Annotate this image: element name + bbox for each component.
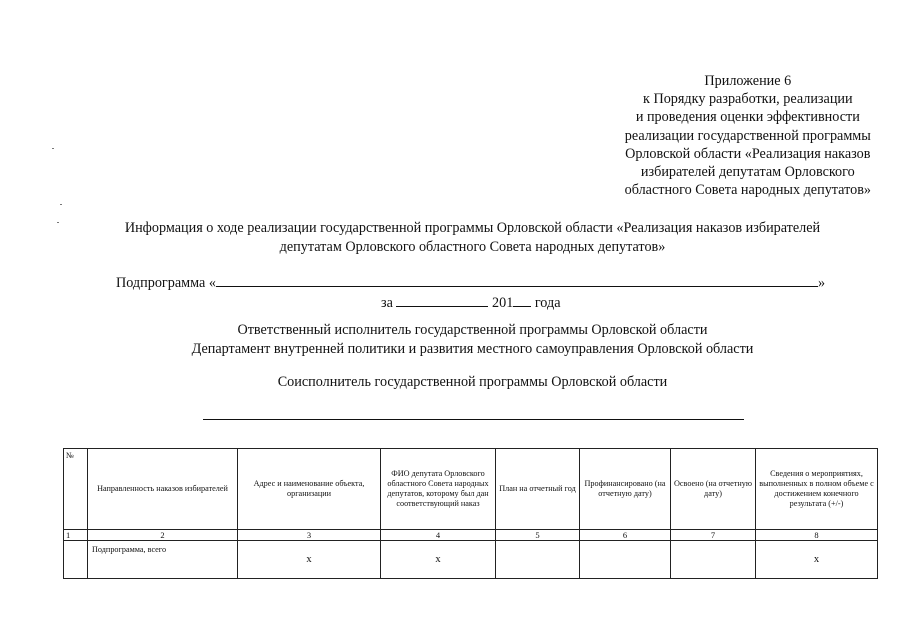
- appendix-line: Орловской области «Реализация наказов: [625, 145, 871, 162]
- table-cell: [64, 541, 88, 579]
- header-plan: План на отчетный год: [496, 449, 580, 530]
- header-number: №: [64, 449, 88, 530]
- index-cell: 1: [64, 530, 88, 541]
- period-year-blank: [513, 293, 531, 307]
- subprogram-suffix: »: [817, 275, 826, 291]
- header-address: Адрес и наименование объекта, организации: [238, 449, 381, 530]
- appendix-line: и проведения оценки эффективности: [635, 109, 860, 126]
- table-header-row: [64, 449, 878, 530]
- table-index-row: [64, 530, 878, 541]
- header-deputy: ФИО депутата Орловского областного Совета народных депутатов, которому был дан соответствующий наказ: [381, 449, 496, 530]
- period-blank: [396, 293, 488, 307]
- subprogram-blank: [216, 273, 818, 287]
- header-results: Сведения о мероприятиях, выполненных в полном объеме с достижением конечного результата (+/-): [756, 449, 878, 530]
- coexecutor-blank: [203, 419, 744, 420]
- index-cell: 3: [238, 530, 381, 541]
- appendix-line: к Порядку разработки, реализации: [643, 91, 853, 108]
- table-cell: [671, 541, 756, 579]
- index-cell: 6: [580, 530, 671, 541]
- appendix-line: реализации государственной программы: [624, 127, 871, 144]
- responsible-executor-label: Ответственный исполнитель государственной программы Орловской области: [237, 322, 708, 338]
- document-title-line-1: Информация о ходе реализации государственной программы Орловской области «Реализация наказов избирателей: [124, 220, 821, 236]
- responsible-executor: [0, 321, 905, 358]
- table-cell: [496, 541, 580, 579]
- table-cell-subprogram-total: Подпрограмма, всего: [88, 541, 238, 579]
- scan-speck: [52, 148, 54, 149]
- appendix-line: избирателей депутатам Орловского: [640, 164, 855, 181]
- appendix-line: областного Совета народных депутатов»: [624, 182, 871, 199]
- period-field: [381, 293, 561, 312]
- scan-speck: [60, 204, 62, 205]
- index-cell: 5: [496, 530, 580, 541]
- subprogram-prefix: Подпрограмма «: [116, 275, 216, 291]
- subprogram-field: [116, 273, 825, 292]
- table-row: [64, 541, 878, 579]
- header-financed: Профинансировано (на отчетную дату): [580, 449, 671, 530]
- index-cell: 7: [671, 530, 756, 541]
- responsible-executor-name: Департамент внутренней политики и развития местного самоуправления Орловской области: [191, 340, 754, 357]
- table-cell: х: [756, 541, 878, 579]
- document-title: [0, 219, 905, 256]
- appendix-header: [625, 72, 871, 199]
- period-prefix: за: [381, 295, 393, 311]
- index-cell: 2: [88, 530, 238, 541]
- header-spent: Освоено (на отчетную дату): [671, 449, 756, 530]
- index-cell: 8: [756, 530, 878, 541]
- period-year-prefix: 201: [492, 295, 514, 311]
- coexecutor-label: Соисполнитель государственной программы Орловской области: [277, 374, 668, 390]
- table-cell: х: [238, 541, 381, 579]
- report-table: [63, 448, 878, 579]
- document-title-line-2: депутатам Орловского областного Совета народных депутатов»: [279, 238, 666, 255]
- index-cell: 4: [381, 530, 496, 541]
- table-cell: х: [381, 541, 496, 579]
- appendix-line: Приложение 6: [704, 73, 792, 89]
- header-direction: Направленность наказов избирателей: [88, 449, 238, 530]
- period-suffix: года: [534, 295, 561, 311]
- table-cell: [580, 541, 671, 579]
